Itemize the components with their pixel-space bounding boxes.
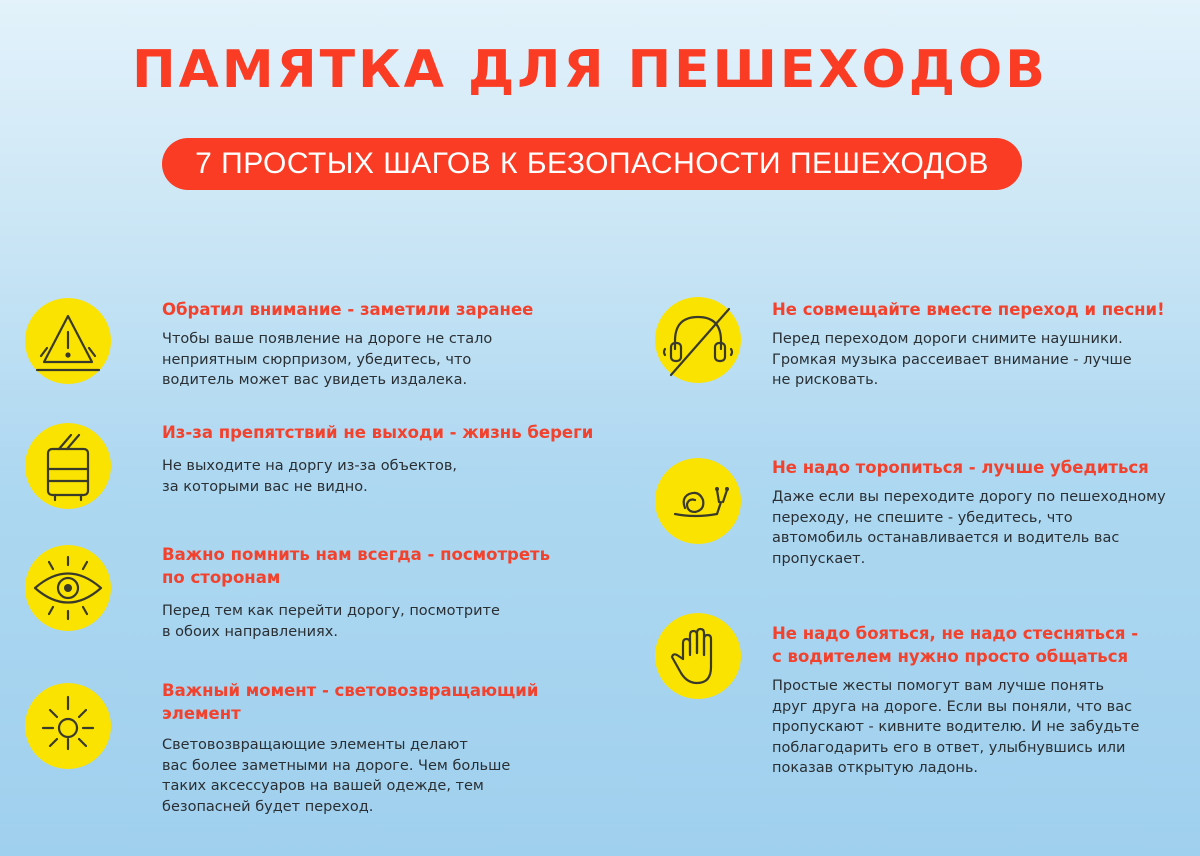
list-item xyxy=(162,543,622,642)
no-headphones-icon xyxy=(655,297,741,383)
item-title: Обратил внимание - заметили заранее xyxy=(162,300,534,319)
list-item xyxy=(162,298,622,391)
item-title: Не надо торопиться - лучше убедиться xyxy=(772,458,1149,477)
list-item xyxy=(772,456,1182,569)
item-title: Из-за препятствий не выходи - жизнь береги xyxy=(162,423,594,442)
snail-icon xyxy=(655,458,741,544)
item-title: Важно помнить нам всегда - посмотреть по сторонам xyxy=(162,545,551,587)
list-item xyxy=(162,421,632,497)
item-title: Важный момент - световозвращающий элемент xyxy=(162,681,539,723)
list-item xyxy=(772,622,1182,779)
bus-icon xyxy=(25,423,111,509)
list-item xyxy=(772,298,1182,391)
list-item xyxy=(162,679,622,817)
item-text: Перед тем как перейти дорогу, посмотрите в обоих направлениях. xyxy=(162,603,500,640)
item-text: Простые жесты помогут вам лучше понять друг друга на дороге. Если вы поняли, что вас пропускают - кивните водителю. И не забудьте поблагодарить его в ответ, улыбнувшись или показав открытую ладонь. xyxy=(772,678,1140,776)
item-title: Не совмещайте вместе переход и песни! xyxy=(772,300,1165,319)
item-text: Чтобы ваше появление на дороге не стало неприятным сюрпризом, убедитесь, что водитель может вас увидеть издалека. xyxy=(162,331,493,388)
item-text: Световозвращающие элементы делают вас более заметными на дороге. Чем больше таких аксессуаров на вашей одежде, тем безопасней будет переход. xyxy=(162,737,511,815)
item-text: Перед переходом дороги снимите наушники. Громкая музыка рассеивает внимание - лучше не рисковать. xyxy=(772,331,1132,388)
page-title: ПАМЯТКА ДЛЯ ПЕШЕХОДОВ xyxy=(132,40,1048,100)
eye-icon xyxy=(25,545,111,631)
subtitle-banner: 7 ПРОСТЫХ ШАГОВ К БЕЗОПАСНОСТИ ПЕШЕХОДОВ xyxy=(162,138,1022,190)
item-text: Не выходите на доргу из-за объектов, за которыми вас не видно. xyxy=(162,458,457,495)
item-text: Даже если вы переходите дорогу по пешеходному переходу, не спешите - убедитесь, что автомобиль останавливается и водитель вас пропускает. xyxy=(772,489,1166,567)
item-title: Не надо бояться, не надо стесняться - с водителем нужно просто общаться xyxy=(772,624,1139,666)
reflector-icon xyxy=(25,683,111,769)
warning-icon xyxy=(25,298,111,384)
hand-icon xyxy=(655,613,741,699)
